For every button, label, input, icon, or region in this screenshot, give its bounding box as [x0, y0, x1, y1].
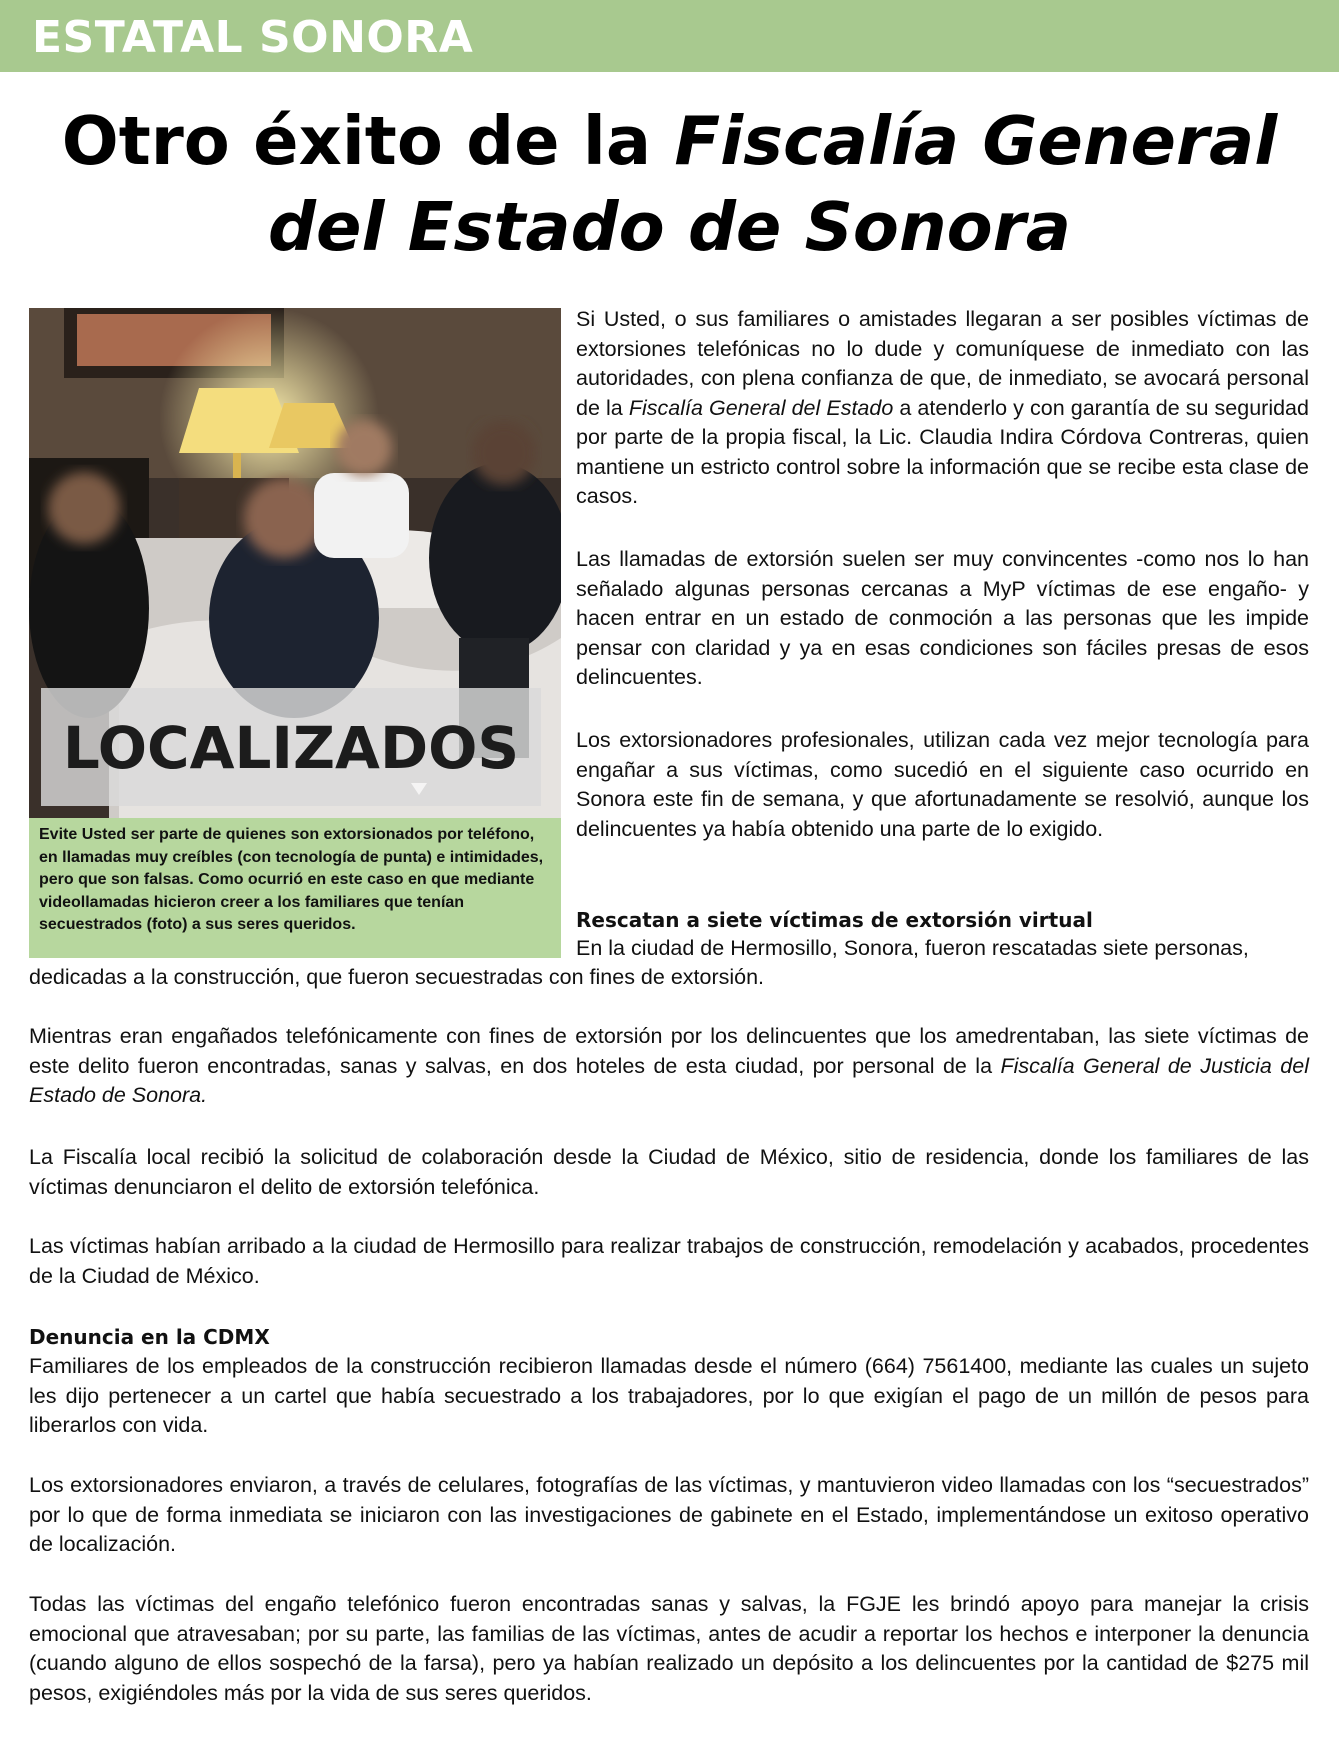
paragraph-4-line1: En la ciudad de Hermosillo, Sonora, fueron rescatadas siete personas, — [576, 936, 1249, 960]
subhead-denuncia: Denuncia en la CDMX — [29, 1325, 270, 1349]
subhead-rescatan: Rescatan a siete víctimas de extorsión virtual — [576, 908, 1093, 932]
paragraph-5-a: Mientras eran engañados telefónicamente con fines de extorsión por los delincuentes que los amedrentaban, las siete víctimas de este delito fueron encontradas, sanas y salvas, en dos hoteles de esta ciudad, por personal de la — [29, 1024, 1309, 1078]
photo-overlay-text: LOCALIZADOS — [62, 714, 520, 782]
paragraph-5 — [29, 1022, 1309, 1111]
paragraph-1-c: a atenderlo y con garantía de su seguridad por parte de la propia fiscal, la Lic. Claudia Indira Córdova Contreras, quien mantiene un estricto control sobre la información que se recibe esta clase de casos. — [576, 395, 1309, 508]
section-label: ESTATAL SONORA — [32, 12, 474, 63]
paragraph-1-b: Fiscalía General del Estado — [628, 395, 894, 420]
news-photo — [29, 308, 561, 818]
paragraph-8: Familiares de los empleados de la construcción recibieron llamadas desde el número (664) 7561400, mediante las cuales un sujeto les dijo pertenecer a un cartel que había secuestrado a los trabajadores, por lo que exigían el pago de un millón de pesos para liberarlos con vida. — [29, 1354, 1309, 1437]
paragraph-9: Los extorsionadores enviaron, a través de celulares, fotografías de las víctimas, y mantuvieron video llamadas con los “secuestrados” por lo que de forma inmediata se iniciaron con las investigaciones de gabinete en el Estado, implementándose un exitoso operativo de localización. — [29, 1473, 1309, 1556]
headline-part2: Fiscalía General — [674, 102, 1278, 180]
hotel-room-illustration — [29, 308, 561, 818]
paragraph-10: Todas las víctimas del engaño telefónico fueron encontradas sanas y salvas, la FGJE les brindó apoyo para manejar la crisis emocional que atravesaban; por su parte, las familias de las víctimas, antes de acudir a reportar los hechos e interponer la denuncia (cuando alguno de ellos sospechó de la farsa), pero ya habían realizado un depósito a los delincuentes por la cantidad de $275 mil pesos, exigiéndoles más por la vida de sus seres queridos. — [29, 1592, 1309, 1705]
paragraph-4-line2: dedicadas a la construcción, que fueron secuestradas con fines de extorsión. — [29, 965, 765, 989]
paragraph-1 — [576, 305, 1309, 512]
headline — [0, 98, 1339, 270]
paragraph-2: Las llamadas de extorsión suelen ser muy convincentes -como nos lo han señalado algunas personas cercanas a MyP víctimas de ese engaño- y hacen entrar en un estado de conmoción a las personas que les impide pensar con claridad y ya en esas condiciones son fáciles presas de esos delincuentes. — [576, 547, 1309, 689]
headline-part1: Otro éxito de la — [61, 102, 675, 180]
paragraph-1-a: Si Usted, o sus familiares o amistades llegaran a ser posibles víctimas de extorsiones telefónicas no lo dude y comuníquese de inmediato con las autoridades, con plena confianza de que, de inmediato, se avocará personal de la — [576, 307, 1309, 420]
paragraph-3: Los extorsionadores profesionales, utilizan cada vez mejor tecnología para engañar a sus víctimas, como sucedió en el siguiente caso ocurrido en Sonora este fin de semana, y que afortunadamente se resolvió, aunque los delincuentes ya había obtenido una parte de lo exigido. — [576, 728, 1309, 841]
headline-part3: del Estado de Sonora — [268, 188, 1071, 266]
paragraph-5-b: Fiscalía General de Justicia del Estado de Sonora. — [29, 1053, 1309, 1107]
paragraph-6: La Fiscalía local recibió la solicitud de colaboración desde la Ciudad de México, sitio de residencia, donde los familiares de las víctimas denunciaron el delito de extorsión telefónica. — [29, 1145, 1309, 1199]
paragraph-7: Las víctimas habían arribado a la ciudad de Hermosillo para realizar trabajos de construcción, remodelación y acabados, procedentes de la Ciudad de México. — [29, 1234, 1309, 1288]
photo-caption: Evite Usted ser parte de quienes son extorsionados por teléfono, en llamadas muy creíbles (con tecnología de punta) e intimidades, pero que son falsas. Como ocurrió en este caso en que mediante videollamadas hicieron creer a los familiares que tenían secuestrados (foto) a sus seres queridos. — [29, 818, 561, 958]
